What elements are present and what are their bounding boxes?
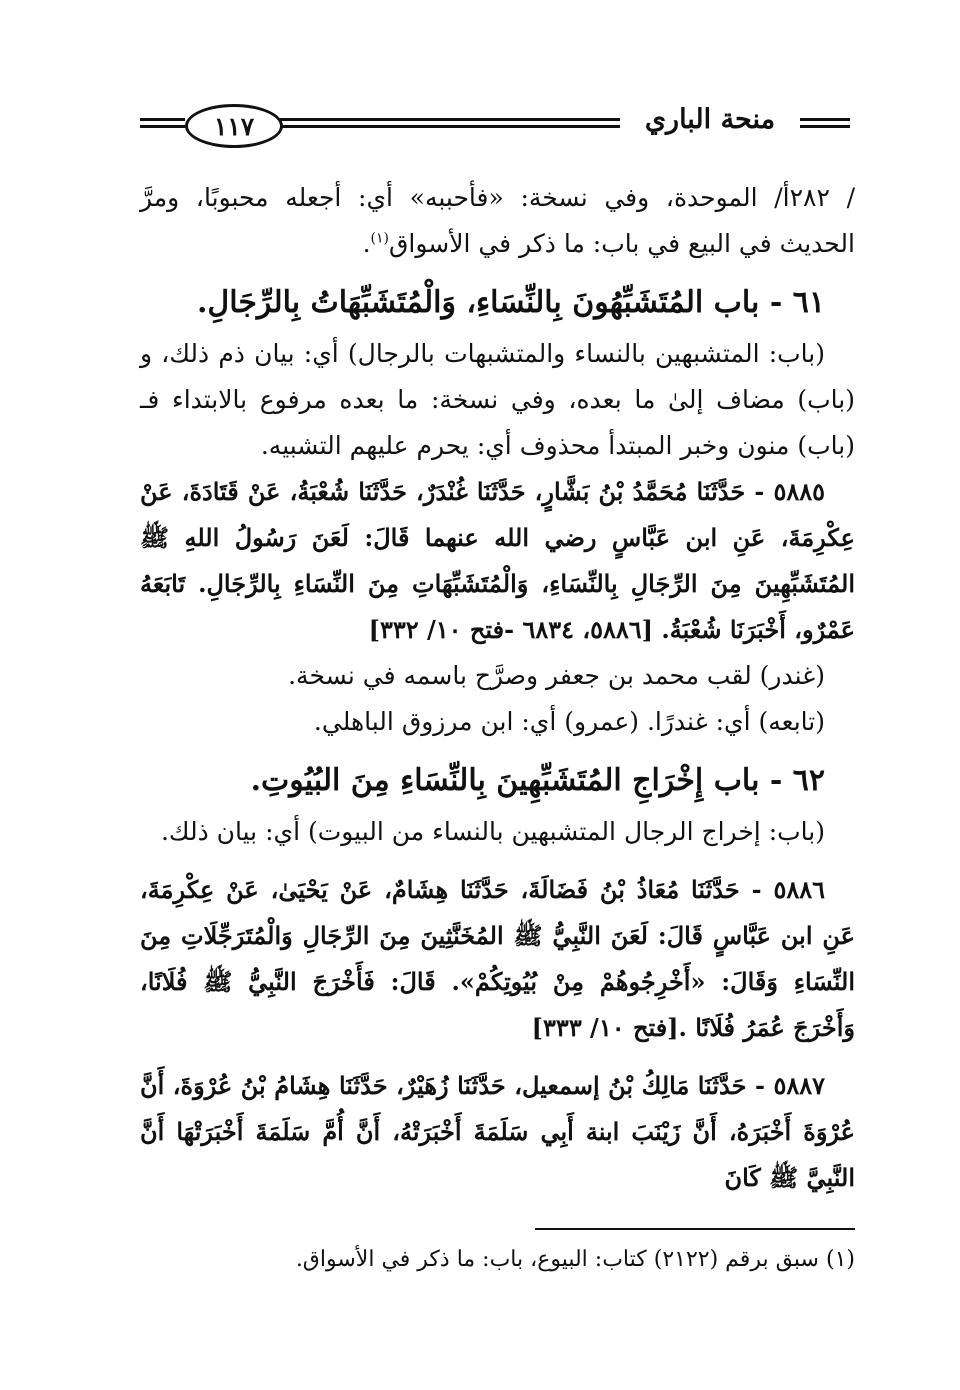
- paragraph-text: / ٢٨٢أ/ الموحدة، وفي نسخة: «فأحببه» أي: أجعله محبوبًا، ومرَّ الحديث في البيع في باب: ما ذكر في الأسواق: [140, 183, 855, 258]
- hadith-5886: ٥٨٨٦ - حَدَّثَنَا مُعَاذُ بْنُ فَضَالَةَ، حَدَّثَنَا هِشَامٌ، عَنْ يَحْيَىٰ، عَنْ عِكْرِمَةَ، عَنِ ابن عَبَّاسٍ قَالَ: لَعَنَ النَّبِيُّ ﷺ المُخَنَّثِينَ مِنَ الرِّجَالِ وَالْمُتَرَجِّلَاتِ مِنَ النِّسَاءِ وَقَالَ: «أَخْرِجُوهُمْ مِنْ بُيُوتِكُمْ». قَالَ: فَأَخْرَجَ النَّبِيُّ ﷺ فُلَانًا، وَأَخْرَجَ عُمَرُ فُلَانًا .[فتح ١٠/ ٣٣٣]: [140, 875, 855, 1042]
- footnote-separator: [535, 1228, 855, 1230]
- commentary-paragraph: (غندر) لقب محمد بن جعفر وصرَّح باسمه في نسخة.: [288, 661, 825, 690]
- footnote: (١) سبق برقم (٢١٢٢) كتاب: البيوع، باب: ما ذكر في الأسواق.: [295, 1247, 855, 1272]
- hadith-5885: ٥٨٨٥ - حَدَّثَنَا مُحَمَّدُ بْنُ بَشَّارٍ، حَدَّثَنَا غُنْدَرٌ، حَدَّثَنَا شُعْبَةُ، عَنْ قَتَادَةَ، عَنْ عِكْرِمَةَ، عَنِ ابن عَبَّاسٍ رضي الله عنهما قَالَ: لَعَنَ رَسُولُ اللهِ ﷺ المُتَشَبِّهِينَ مِنَ الرِّجَالِ بِالنِّسَاءِ، وَالْمُتَشَبِّهَاتِ مِنَ النِّسَاءِ بِالرِّجَالِ. تَابَعَهُ عَمْرٌو، أَخْبَرَنَا شُعْبَةُ. [٥٨٨٦، ٦٨٣٤ -فتح ١٠/ ٣٣٢]: [140, 477, 855, 644]
- hadith-5887: ٥٨٨٧ - حَدَّثَنَا مَالِكُ بْنُ إسمعيل، حَدَّثَنَا زُهَيْرٌ، حَدَّثَنَا هِشَامُ بْنُ عُرْوَةَ، أَنَّ عُرْوَةَ أَخْبَرَهُ، أَنَّ زَيْنَبَ ابنة أَبِي سَلَمَةَ أَخْبَرَتْهُ، أَنَّ أُمَّ سَلَمَةَ أَخْبَرَتْهَا أَنَّ النَّبِيَّ ﷺ كَانَ: [140, 1071, 855, 1192]
- chapter-heading-61: ٦١ - باب المُتَشَبِّهُونَ بِالنِّسَاءِ، وَالْمُتَشَبِّهَاتُ بِالرِّجَالِ.: [196, 285, 825, 320]
- commentary-paragraph: (باب: إخراج الرجال المتشبهين بالنساء من البيوت) أي: بيان ذلك.: [160, 817, 825, 846]
- header-rule-middle: [280, 118, 620, 130]
- commentary-paragraph: (باب: المتشبهين بالنساء والمتشبهات بالرجال) أي: بيان ذم ذلك، و (باب) مضاف إلىٰ ما بعده، وفي نسخة: ما بعده مرفوع بالابتداء فـ (باب) منون وخبر المبتدأ محذوف أي: يحرم عليهم التشبيه.: [140, 339, 855, 460]
- chapter-heading-62: ٦٢ - باب إِخْرَاجِ المُتَشَبِّهِينَ بِالنِّسَاءِ مِنَ البُيُوتِ.: [250, 763, 825, 798]
- paragraph-end: .: [362, 229, 371, 258]
- footnote-ref: (١): [370, 230, 389, 247]
- commentary-paragraph: (تابعه) أي: غندرًا. (عمرو) أي: ابن مرزوق الباهلي.: [313, 707, 825, 736]
- paragraph-continuation: [140, 175, 855, 267]
- header-rule-left: [140, 118, 185, 130]
- main-text: [140, 175, 855, 1201]
- page-number: ١١٧: [185, 104, 283, 148]
- book-title: منحة الباري: [644, 104, 776, 135]
- running-header: [140, 100, 850, 152]
- header-rule-right: [800, 118, 850, 130]
